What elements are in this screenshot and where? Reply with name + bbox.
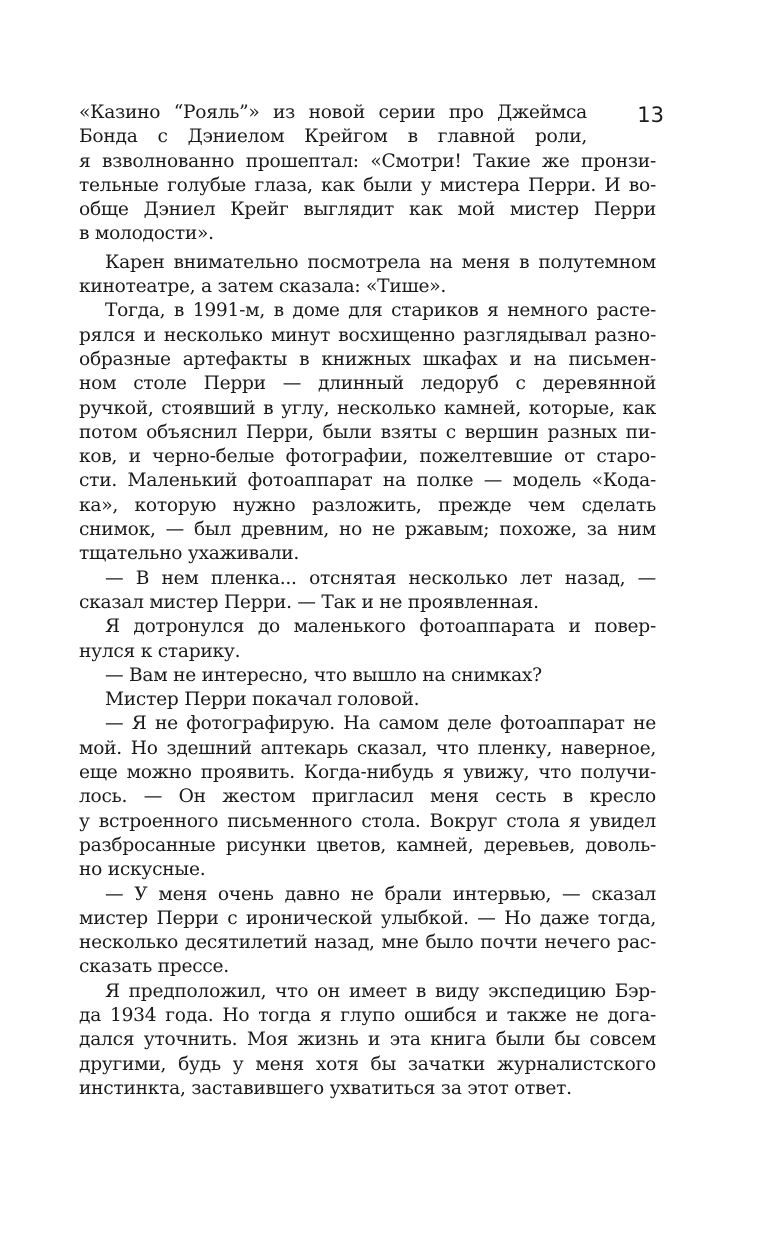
text-line: Мистер Перри покачал головой.	[105, 689, 420, 711]
text-line: мистер Перри с иронической улыбкой. — Но даже тогда,	[79, 907, 656, 929]
text-line: Я дотронулся до маленького фотоаппарата и повер-	[105, 616, 656, 638]
text-line: у встроенного письменного стола. Вокруг стола я увидел	[79, 810, 656, 832]
text-line: сказал мистер Перри. — Так и не проявленная.	[79, 591, 539, 613]
text-line: снимок, — был древним, но не ржавым; похоже, за ним	[79, 519, 656, 541]
text-line: несколько десятилетий назад, мне было почти нечего рас-	[79, 932, 656, 954]
text-line: — Я не фотографирую. На самом деле фотоаппарат не	[105, 713, 656, 735]
text-line: кинотеатре, а затем сказала: «Тише».	[79, 276, 447, 298]
text-line: рялся и несколько минут восхищенно разглядывал разно-	[79, 324, 656, 346]
text-line: сти. Маленький фотоаппарат на полке — модель «Кода-	[79, 470, 656, 492]
text-line: тельные голубые глаза, как были у мистера Перри. И во-	[79, 174, 656, 196]
text-line: в молодости».	[79, 223, 214, 245]
text-line: мой. Но здешний аптекарь сказал, что пленку, наверное,	[79, 737, 656, 759]
text-line: Карен внимательно посмотрела на меня в полутемном	[105, 251, 656, 273]
text-line: Я предположил, что он имеет в виду экспедицию Бэр-	[105, 980, 656, 1002]
text-line: да 1934 года. Но тогда я глупо ошибся и также не дога-	[79, 1004, 656, 1026]
text-line: «Казино “Рояль”» из новой серии про Джеймса	[79, 102, 587, 123]
text-line: тщательно ухаживали.	[79, 543, 300, 565]
text-line: сказать прессе.	[79, 956, 229, 978]
text-line: другими, будь у меня хотя бы зачатки журналистского	[79, 1053, 656, 1075]
text-line: ном столе Перри — длинный ледоруб с деревянной	[79, 373, 656, 395]
text-line: дался уточнить. Моя жизнь и эта книга были бы совсем	[79, 1029, 656, 1051]
text-line: обще Дэниел Крейг выглядит как мой мистер Перри	[79, 199, 656, 221]
body-text	[79, 101, 656, 1101]
text-line: еще можно проявить. Когда-нибудь я увижу, что получи-	[79, 762, 656, 784]
text-line: — В нем пленка... отснятая несколько лет назад, —	[105, 567, 656, 589]
text-line: ка», которую нужно разложить, прежде чем сделать	[79, 494, 656, 516]
text-line: Тогда, в 1991-м, в доме для стариков я немного расте-	[105, 300, 656, 322]
text-line: но искусные.	[79, 859, 206, 881]
text-line: потом объяснил Перри, были взяты с вершин разных пи-	[79, 421, 656, 443]
text-line: лось. — Он жестом пригласил меня сесть в кресло	[79, 786, 656, 808]
text-line: — Вам не интересно, что вышло на снимках?	[105, 664, 542, 686]
text-line: ручкой, стоявший в углу, несколько камней, которые, как	[79, 397, 656, 419]
text-line: я взволнованно прошептал: «Смотри! Такие же пронзи-	[79, 150, 656, 172]
text-line: — У меня очень давно не брали интервью, — сказал	[105, 883, 656, 905]
text-line: Бонда с Дэниелом Крейгом в главной роли,	[79, 126, 587, 148]
text-line: нулся к старику.	[79, 640, 241, 662]
text-line: разбросанные рисунки цветов, камней, деревьев, доволь-	[79, 834, 656, 856]
text-line: образные артефакты в книжных шкафах и на письмен-	[79, 348, 656, 370]
page-number: 13	[637, 103, 664, 127]
text-line: ков, и черно-белые фотографии, пожелтевшие от старо-	[79, 446, 656, 468]
text-line: инстинкта, заставившего ухватиться за этот ответ.	[79, 1077, 572, 1099]
